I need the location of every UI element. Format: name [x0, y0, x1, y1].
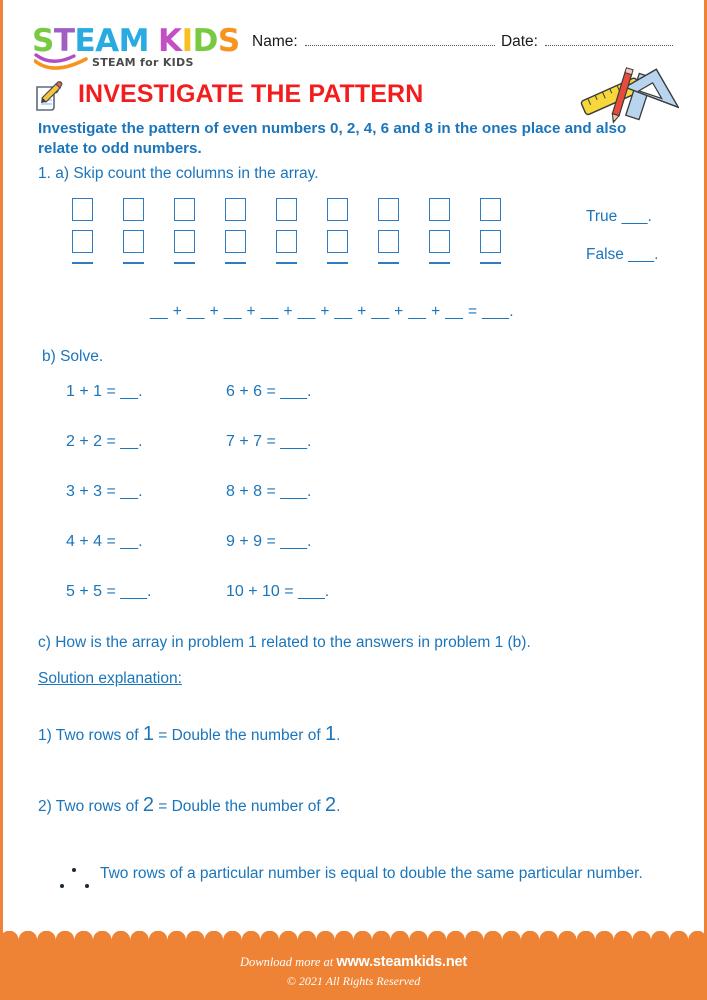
- logo-letter-8: S: [217, 23, 240, 59]
- footer-download-line: [0, 954, 707, 970]
- date-label: Date:: [500, 33, 538, 50]
- column-answer-blank[interactable]: [378, 262, 399, 264]
- solve-row: [66, 433, 486, 483]
- squares-array: [72, 198, 562, 264]
- solve-problem[interactable]: 9 + 9 = ___.: [226, 533, 312, 550]
- solution-item-2-middle: = Double the number of: [153, 798, 325, 815]
- column-answer-blank[interactable]: [72, 262, 93, 264]
- logo-letter-1: T: [53, 23, 75, 59]
- column-answer-blank[interactable]: [276, 262, 297, 264]
- conclusion-text: Two rows of a particular number is equal to double the same particular number.: [100, 865, 643, 882]
- solution-item-2: [38, 794, 340, 817]
- page-title: INVESTIGATE THE PATTERN: [78, 80, 424, 108]
- column-answer-blank[interactable]: [480, 262, 501, 264]
- solve-problem[interactable]: 3 + 3 = __.: [66, 483, 143, 500]
- logo-swoosh-icon: [34, 52, 92, 72]
- name-label: Name:: [252, 33, 298, 50]
- logo-letter-6: I: [181, 23, 193, 59]
- solution-item-1: [38, 723, 340, 746]
- solve-problems-grid: [66, 383, 486, 633]
- array-square[interactable]: [123, 198, 144, 221]
- conclusion-block: [58, 862, 658, 885]
- array-square[interactable]: [480, 198, 501, 221]
- logo-letter-7: D: [192, 23, 218, 59]
- logo-tagline: STEAM for KIDS: [92, 56, 194, 69]
- array-square[interactable]: [378, 230, 399, 253]
- array-square[interactable]: [225, 198, 246, 221]
- solve-problem[interactable]: 7 + 7 = ___.: [226, 433, 312, 450]
- solution-explanation-heading: Solution explanation:: [38, 670, 182, 687]
- therefore-icon: [58, 864, 92, 892]
- question-1c-label: c) How is the array in problem 1 related to the answers in problem 1 (b).: [38, 634, 531, 651]
- solve-row: [66, 383, 486, 433]
- name-input-line[interactable]: [305, 33, 495, 46]
- solve-problem[interactable]: 1 + 1 = __.: [66, 383, 143, 400]
- false-answer-blank[interactable]: False ___.: [586, 246, 659, 263]
- array-square[interactable]: [327, 198, 348, 221]
- footer-copyright: © 2021 All Rights Reserved: [286, 974, 421, 988]
- squares-row-2: [72, 230, 562, 253]
- solution-item-2-number-a: 2: [142, 794, 154, 816]
- footer-scallop-edge: [0, 931, 707, 949]
- logo-letter-0: S: [32, 23, 54, 59]
- array-square[interactable]: [276, 198, 297, 221]
- array-square[interactable]: [327, 230, 348, 253]
- column-answer-blank[interactable]: [123, 262, 144, 264]
- column-answer-blank[interactable]: [429, 262, 450, 264]
- steam-kids-logo: [32, 23, 242, 74]
- question-1b-label: b) Solve.: [42, 348, 104, 365]
- array-square[interactable]: [429, 230, 450, 253]
- title-row: [30, 80, 687, 114]
- array-square[interactable]: [72, 198, 93, 221]
- array-square[interactable]: [378, 198, 399, 221]
- page-header: [0, 0, 707, 76]
- true-answer-blank[interactable]: True ___.: [586, 208, 652, 225]
- array-square[interactable]: [174, 198, 195, 221]
- solve-problem[interactable]: 5 + 5 = ___.: [66, 583, 152, 600]
- logo-letter-5: K: [158, 23, 182, 59]
- question-1a-label: 1. a) Skip count the columns in the array.: [38, 165, 319, 182]
- page-border-left: [0, 0, 3, 1000]
- column-answer-blank[interactable]: [327, 262, 348, 264]
- solution-item-1-prefix: 1) Two rows of: [38, 727, 143, 744]
- solution-item-1-number-b: 1: [324, 723, 337, 745]
- array-square[interactable]: [225, 230, 246, 253]
- date-input-line[interactable]: [545, 33, 673, 46]
- footer-website-link[interactable]: www.steamkids.net: [336, 954, 468, 970]
- solve-problem[interactable]: 2 + 2 = __.: [66, 433, 143, 450]
- solution-item-1-number-a: 1: [142, 723, 154, 745]
- array-square[interactable]: [276, 230, 297, 253]
- array-square[interactable]: [123, 230, 144, 253]
- solution-item-2-prefix: 2) Two rows of: [38, 798, 143, 815]
- footer-download-prefix: Download more at: [239, 955, 337, 969]
- page-footer: [0, 940, 707, 1000]
- array-square[interactable]: [480, 230, 501, 253]
- squares-row-1: [72, 198, 562, 221]
- solve-row: [66, 483, 486, 533]
- logo-letter-2: E: [74, 23, 96, 59]
- logo-letter-4: M: [118, 23, 150, 59]
- column-answer-blanks: [72, 262, 562, 264]
- column-answer-blank[interactable]: [225, 262, 246, 264]
- skip-count-equation[interactable]: __ + __ + __ + __ + __ + __ + __ + __ + __ = ___.: [150, 303, 514, 320]
- solve-row: [66, 533, 486, 583]
- column-answer-blank[interactable]: [174, 262, 195, 264]
- solution-item-2-suffix: .: [336, 798, 341, 815]
- solve-problem[interactable]: 10 + 10 = ___.: [226, 583, 330, 600]
- solve-problem[interactable]: 4 + 4 = __.: [66, 533, 143, 550]
- solve-problem[interactable]: 8 + 8 = ___.: [226, 483, 312, 500]
- array-square[interactable]: [72, 230, 93, 253]
- solve-row: [66, 583, 486, 633]
- array-square[interactable]: [429, 198, 450, 221]
- solution-item-2-number-b: 2: [324, 794, 337, 816]
- name-date-row: [252, 33, 679, 57]
- footer-content: [0, 954, 707, 989]
- array-square[interactable]: [174, 230, 195, 253]
- notepad-pencil-icon: [30, 78, 66, 114]
- solve-problem[interactable]: 6 + 6 = ___.: [226, 383, 312, 400]
- instruction-text: Investigate the pattern of even numbers 0, 2, 4, 6 and 8 in the ones place and also relate to odd numbers.: [38, 120, 627, 157]
- logo-letter-3: A: [95, 23, 119, 59]
- solution-item-1-suffix: .: [336, 727, 341, 744]
- solution-item-1-middle: = Double the number of: [153, 727, 325, 744]
